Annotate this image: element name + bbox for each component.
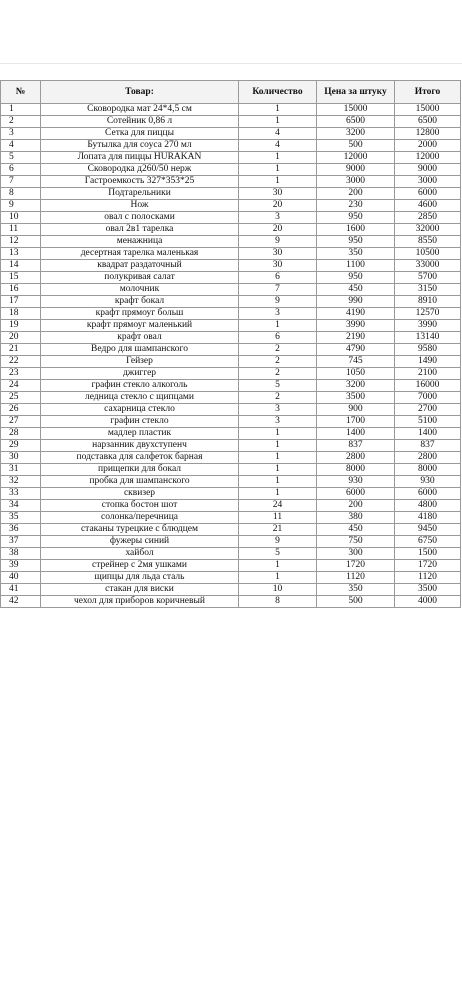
cell-item: крафт прямоуг больш: [41, 308, 239, 320]
cell-total: 8550: [395, 236, 461, 248]
cell-total: 2000: [395, 140, 461, 152]
cell-number: 31: [1, 464, 41, 476]
cell-number: 18: [1, 308, 41, 320]
header-item: Товар:: [41, 81, 239, 104]
cell-number: 5: [1, 152, 41, 164]
cell-unit-price: 950: [317, 236, 395, 248]
cell-total: 33000: [395, 260, 461, 272]
cell-total: 12800: [395, 128, 461, 140]
header-number: №: [1, 81, 41, 104]
table-row: [1, 176, 461, 188]
cell-total: 930: [395, 476, 461, 488]
cell-number: 35: [1, 512, 41, 524]
cell-total: 10500: [395, 248, 461, 260]
cell-total: 15000: [395, 104, 461, 116]
cell-total: 6000: [395, 188, 461, 200]
cell-unit-price: 450: [317, 284, 395, 296]
cell-quantity: 1: [239, 488, 317, 500]
cell-unit-price: 12000: [317, 152, 395, 164]
table-row: [1, 548, 461, 560]
cell-item: Сетка для пиццы: [41, 128, 239, 140]
cell-unit-price: 1050: [317, 368, 395, 380]
cell-item: стакан для виски: [41, 584, 239, 596]
table-row: [1, 260, 461, 272]
cell-total: 1720: [395, 560, 461, 572]
cell-total: 837: [395, 440, 461, 452]
cell-item: Сковородка д260/50 нерж: [41, 164, 239, 176]
table-row: [1, 368, 461, 380]
cell-quantity: 21: [239, 524, 317, 536]
cell-unit-price: 1400: [317, 428, 395, 440]
cell-total: 2100: [395, 368, 461, 380]
cell-total: 3150: [395, 284, 461, 296]
cell-total: 3990: [395, 320, 461, 332]
table-row: [1, 320, 461, 332]
table-row: [1, 452, 461, 464]
cell-item: Бутылка для соуса 270 мл: [41, 140, 239, 152]
cell-quantity: 11: [239, 512, 317, 524]
cell-total: 6750: [395, 536, 461, 548]
table-row: [1, 116, 461, 128]
table-row: [1, 212, 461, 224]
table-row: [1, 224, 461, 236]
cell-quantity: 1: [239, 440, 317, 452]
table-row: [1, 140, 461, 152]
table-row: [1, 560, 461, 572]
cell-number: 38: [1, 548, 41, 560]
cell-total: 16000: [395, 380, 461, 392]
cell-item: Гастроемкость 327*353*25: [41, 176, 239, 188]
cell-quantity: 1: [239, 164, 317, 176]
cell-item: стаканы турецкие с блюдцем: [41, 524, 239, 536]
cell-quantity: 24: [239, 500, 317, 512]
table-row: [1, 308, 461, 320]
cell-item: хайбол: [41, 548, 239, 560]
cell-number: 37: [1, 536, 41, 548]
cell-number: 15: [1, 272, 41, 284]
table-row: [1, 104, 461, 116]
table-row: [1, 332, 461, 344]
cell-unit-price: 450: [317, 524, 395, 536]
cell-unit-price: 950: [317, 272, 395, 284]
cell-item: менажница: [41, 236, 239, 248]
cell-total: 3500: [395, 584, 461, 596]
cell-quantity: 1: [239, 452, 317, 464]
cell-unit-price: 750: [317, 536, 395, 548]
table-row: [1, 380, 461, 392]
cell-total: 3000: [395, 176, 461, 188]
cell-total: 8000: [395, 464, 461, 476]
cell-unit-price: 3500: [317, 392, 395, 404]
table-row: [1, 428, 461, 440]
cell-item: Гейзер: [41, 356, 239, 368]
cell-unit-price: 300: [317, 548, 395, 560]
cell-quantity: 5: [239, 548, 317, 560]
cell-quantity: 10: [239, 584, 317, 596]
cell-item: подставка для салфеток барная: [41, 452, 239, 464]
cell-unit-price: 200: [317, 500, 395, 512]
cell-item: Сотейник 0,86 л: [41, 116, 239, 128]
cell-number: 13: [1, 248, 41, 260]
cell-item: Нож: [41, 200, 239, 212]
cell-number: 3: [1, 128, 41, 140]
cell-total: 2850: [395, 212, 461, 224]
table-row: [1, 236, 461, 248]
cell-number: 33: [1, 488, 41, 500]
cell-quantity: 9: [239, 296, 317, 308]
cell-item: десертная тарелка маленькая: [41, 248, 239, 260]
cell-total: 8910: [395, 296, 461, 308]
cell-quantity: 2: [239, 368, 317, 380]
table-row: [1, 248, 461, 260]
cell-number: 1: [1, 104, 41, 116]
table-row: [1, 524, 461, 536]
cell-item: графин стекло: [41, 416, 239, 428]
cell-number: 19: [1, 320, 41, 332]
header-unit-price: Цена за штуку: [317, 81, 395, 104]
cell-total: 5100: [395, 416, 461, 428]
cell-item: фужеры синий: [41, 536, 239, 548]
cell-unit-price: 4190: [317, 308, 395, 320]
cell-number: 14: [1, 260, 41, 272]
cell-item: полукривая салат: [41, 272, 239, 284]
cell-total: 4600: [395, 200, 461, 212]
table-row: [1, 356, 461, 368]
cell-number: 21: [1, 344, 41, 356]
table-row: [1, 404, 461, 416]
cell-quantity: 2: [239, 356, 317, 368]
cell-item: крафт прямоуг маленький: [41, 320, 239, 332]
cell-total: 6500: [395, 116, 461, 128]
top-divider: [0, 63, 462, 64]
cell-number: 2: [1, 116, 41, 128]
cell-total: 2800: [395, 452, 461, 464]
table-row: [1, 188, 461, 200]
cell-quantity: 3: [239, 308, 317, 320]
cell-item: нарзанник двухступенч: [41, 440, 239, 452]
cell-item: крафт бокал: [41, 296, 239, 308]
table-row: [1, 536, 461, 548]
cell-unit-price: 745: [317, 356, 395, 368]
cell-unit-price: 4790: [317, 344, 395, 356]
cell-number: 25: [1, 392, 41, 404]
cell-quantity: 2: [239, 344, 317, 356]
table-row: [1, 296, 461, 308]
cell-total: 6000: [395, 488, 461, 500]
cell-number: 27: [1, 416, 41, 428]
cell-number: 9: [1, 200, 41, 212]
cell-number: 20: [1, 332, 41, 344]
cell-item: Подтарельники: [41, 188, 239, 200]
cell-item: молочник: [41, 284, 239, 296]
cell-unit-price: 1120: [317, 572, 395, 584]
header-quantity: Количество: [239, 81, 317, 104]
cell-quantity: 30: [239, 248, 317, 260]
cell-total: 5700: [395, 272, 461, 284]
cell-unit-price: 930: [317, 476, 395, 488]
header-total: Итого: [395, 81, 461, 104]
cell-number: 36: [1, 524, 41, 536]
cell-quantity: 3: [239, 404, 317, 416]
cell-quantity: 20: [239, 224, 317, 236]
cell-item: овал с полосками: [41, 212, 239, 224]
cell-number: 4: [1, 140, 41, 152]
cell-number: 23: [1, 368, 41, 380]
cell-item: сквизер: [41, 488, 239, 500]
table-row: [1, 392, 461, 404]
cell-number: 29: [1, 440, 41, 452]
cell-number: 26: [1, 404, 41, 416]
cell-number: 10: [1, 212, 41, 224]
cell-number: 28: [1, 428, 41, 440]
cell-item: квадрат раздаточный: [41, 260, 239, 272]
cell-item: прищепки для бокал: [41, 464, 239, 476]
cell-quantity: 30: [239, 260, 317, 272]
cell-quantity: 1: [239, 104, 317, 116]
cell-item: стопка бостон шот: [41, 500, 239, 512]
cell-total: 2700: [395, 404, 461, 416]
cell-item: графин стекло алкоголь: [41, 380, 239, 392]
cell-quantity: 1: [239, 464, 317, 476]
cell-number: 39: [1, 560, 41, 572]
cell-quantity: 6: [239, 272, 317, 284]
cell-quantity: 3: [239, 212, 317, 224]
cell-quantity: 6: [239, 332, 317, 344]
cell-item: ледница стекло с щипцами: [41, 392, 239, 404]
cell-total: 4800: [395, 500, 461, 512]
cell-number: 11: [1, 224, 41, 236]
cell-total: 12570: [395, 308, 461, 320]
cell-item: Ведро для шампанского: [41, 344, 239, 356]
cell-number: 24: [1, 380, 41, 392]
cell-item: Лопата для пиццы HURAKAN: [41, 152, 239, 164]
cell-unit-price: 990: [317, 296, 395, 308]
cell-item: солонка/перечница: [41, 512, 239, 524]
cell-total: 1120: [395, 572, 461, 584]
cell-quantity: 1: [239, 476, 317, 488]
cell-number: 22: [1, 356, 41, 368]
cell-quantity: 1: [239, 428, 317, 440]
cell-item: овал 2в1 тарелка: [41, 224, 239, 236]
cell-quantity: 4: [239, 140, 317, 152]
cell-unit-price: 1700: [317, 416, 395, 428]
cell-number: 41: [1, 584, 41, 596]
table-row: [1, 476, 461, 488]
spreadsheet: [0, 80, 462, 608]
items-table: [0, 80, 461, 608]
table-row: [1, 152, 461, 164]
cell-unit-price: 6500: [317, 116, 395, 128]
cell-item: пробка для шампанского: [41, 476, 239, 488]
table-row: [1, 164, 461, 176]
cell-quantity: 4: [239, 128, 317, 140]
cell-quantity: 1: [239, 176, 317, 188]
cell-unit-price: 6000: [317, 488, 395, 500]
cell-item: Сковородка мат 24*4,5 см: [41, 104, 239, 116]
cell-item: стрейнер с 2мя ушками: [41, 560, 239, 572]
cell-quantity: 1: [239, 572, 317, 584]
table-row: [1, 416, 461, 428]
cell-number: 8: [1, 188, 41, 200]
cell-unit-price: 950: [317, 212, 395, 224]
cell-total: 32000: [395, 224, 461, 236]
table-row: [1, 344, 461, 356]
cell-total: 1500: [395, 548, 461, 560]
cell-total: 1400: [395, 428, 461, 440]
table-row: [1, 584, 461, 596]
table-row: [1, 200, 461, 212]
cell-unit-price: 350: [317, 248, 395, 260]
cell-item: мадлер пластик: [41, 428, 239, 440]
cell-quantity: 8: [239, 596, 317, 608]
table-row: [1, 440, 461, 452]
cell-item: чехол для приборов коричневый: [41, 596, 239, 608]
table-body: [1, 104, 461, 608]
table-row: [1, 512, 461, 524]
cell-quantity: 30: [239, 188, 317, 200]
cell-quantity: 1: [239, 320, 317, 332]
table-row: [1, 488, 461, 500]
cell-unit-price: 900: [317, 404, 395, 416]
cell-item: джиггер: [41, 368, 239, 380]
cell-item: сахарница стекло: [41, 404, 239, 416]
cell-total: 9000: [395, 164, 461, 176]
cell-quantity: 2: [239, 392, 317, 404]
cell-total: 4000: [395, 596, 461, 608]
table-row: [1, 500, 461, 512]
cell-unit-price: 500: [317, 140, 395, 152]
cell-total: 7000: [395, 392, 461, 404]
cell-number: 40: [1, 572, 41, 584]
cell-unit-price: 1100: [317, 260, 395, 272]
cell-unit-price: 2190: [317, 332, 395, 344]
cell-number: 16: [1, 284, 41, 296]
cell-unit-price: 230: [317, 200, 395, 212]
cell-total: 9580: [395, 344, 461, 356]
cell-number: 6: [1, 164, 41, 176]
table-row: [1, 272, 461, 284]
cell-total: 9450: [395, 524, 461, 536]
cell-quantity: 1: [239, 116, 317, 128]
cell-unit-price: 3990: [317, 320, 395, 332]
cell-unit-price: 15000: [317, 104, 395, 116]
cell-unit-price: 837: [317, 440, 395, 452]
cell-unit-price: 500: [317, 596, 395, 608]
cell-number: 7: [1, 176, 41, 188]
cell-unit-price: 9000: [317, 164, 395, 176]
cell-unit-price: 3000: [317, 176, 395, 188]
cell-quantity: 20: [239, 200, 317, 212]
cell-number: 17: [1, 296, 41, 308]
cell-quantity: 9: [239, 536, 317, 548]
cell-quantity: 7: [239, 284, 317, 296]
cell-unit-price: 3200: [317, 380, 395, 392]
cell-quantity: 3: [239, 416, 317, 428]
cell-quantity: 9: [239, 236, 317, 248]
cell-item: крафт овал: [41, 332, 239, 344]
cell-number: 30: [1, 452, 41, 464]
table-row: [1, 596, 461, 608]
cell-unit-price: 200: [317, 188, 395, 200]
cell-total: 12000: [395, 152, 461, 164]
cell-unit-price: 3200: [317, 128, 395, 140]
cell-unit-price: 380: [317, 512, 395, 524]
cell-unit-price: 1600: [317, 224, 395, 236]
header-row: [1, 81, 461, 104]
table-row: [1, 128, 461, 140]
table-row: [1, 284, 461, 296]
cell-unit-price: 8000: [317, 464, 395, 476]
cell-unit-price: 1720: [317, 560, 395, 572]
cell-number: 12: [1, 236, 41, 248]
cell-total: 13140: [395, 332, 461, 344]
cell-number: 34: [1, 500, 41, 512]
cell-total: 1490: [395, 356, 461, 368]
cell-unit-price: 2800: [317, 452, 395, 464]
cell-quantity: 1: [239, 560, 317, 572]
cell-unit-price: 350: [317, 584, 395, 596]
cell-total: 4180: [395, 512, 461, 524]
cell-quantity: 5: [239, 380, 317, 392]
cell-item: щипцы для льда сталь: [41, 572, 239, 584]
table-row: [1, 464, 461, 476]
cell-number: 42: [1, 596, 41, 608]
cell-quantity: 1: [239, 152, 317, 164]
cell-number: 32: [1, 476, 41, 488]
table-row: [1, 572, 461, 584]
